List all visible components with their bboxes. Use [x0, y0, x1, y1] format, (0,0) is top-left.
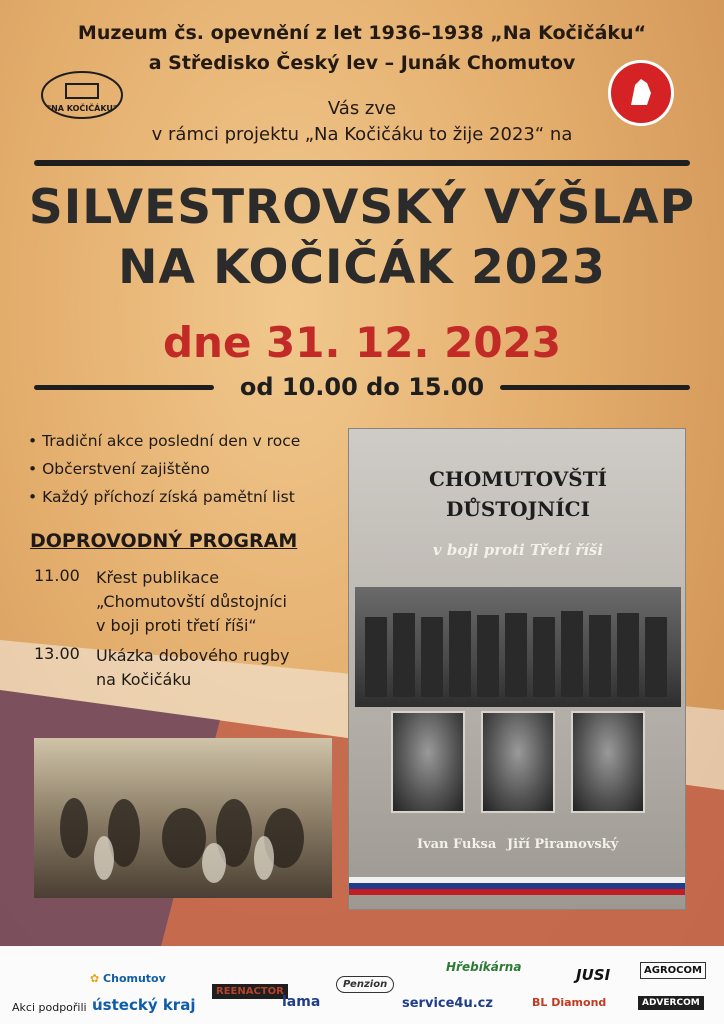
sponsor-lama: lama	[282, 994, 321, 1010]
book-cover	[348, 428, 686, 910]
invitation-line-1: Vás zve	[327, 98, 397, 119]
book-subtitle: v boji proti Třetí říši	[432, 541, 604, 559]
bullet-text: Každý příchozí získá pamětní list	[42, 488, 295, 506]
program-line: Křest publikace	[96, 568, 220, 587]
bullet-text: Tradiční akce poslední den v roce	[42, 432, 301, 450]
portrait-photo-3	[571, 711, 645, 813]
sponsor-penzion: Penzion	[336, 976, 394, 993]
time-divider-right	[500, 385, 690, 390]
museum-logo-text: "NA KOČIČÁKU"	[46, 104, 118, 113]
sponsors-footer	[0, 946, 724, 1024]
program-line: „Chomutovští důstojníci	[96, 592, 287, 611]
event-date: dne 31. 12. 2023	[162, 318, 561, 367]
invitation-line-2: v rámci projektu „Na Kočičáku to žije 2023“ na	[151, 124, 573, 145]
organizer-line-2: a Středisko Český lev – Junák Chomutov	[148, 52, 576, 74]
book-author-2: Jiří Piramovský	[507, 837, 619, 852]
portrait-photo-2	[481, 711, 555, 813]
book-title-line-1: CHOMUTOVŠTÍ	[429, 467, 607, 491]
top-divider	[34, 160, 690, 166]
sponsor-ustecky-kraj: ústecký kraj	[92, 996, 196, 1014]
sponsor-advercom: ADVERCOM	[638, 996, 704, 1010]
program-line: na Kočičáku	[96, 670, 192, 689]
program-line: v boji proti třetí říši“	[96, 616, 257, 635]
program-time: 11.00	[34, 566, 80, 585]
sponsor-chomutov	[90, 972, 166, 985]
rugby-players-image	[34, 738, 332, 898]
book-author-1: Ivan Fuksa	[417, 837, 497, 852]
event-time: od 10.00 do 15.00	[239, 373, 485, 401]
sponsor-reenactor: REENACTOR	[212, 984, 288, 999]
program-line: Ukázka dobového rugby	[96, 646, 290, 665]
bullet-item: • Každý příchozí získá pamětní list	[28, 488, 295, 506]
bullet-text: Občerstvení zajištěno	[42, 460, 210, 478]
sponsor-bl-diamond: BL Diamond	[532, 996, 607, 1009]
event-title-line-2: NA KOČIČÁK 2023	[118, 240, 606, 295]
supporters-label: Akci podpořili	[12, 1001, 87, 1014]
rugby-photo	[34, 738, 332, 898]
program-item-text	[96, 566, 287, 638]
book-title-line-2: DŮSTOJNÍCI	[446, 497, 590, 521]
program-item-text	[96, 644, 290, 692]
sponsor-hrebikarna: Hřebíkárna	[446, 960, 522, 974]
sponsor-name: Chomutov	[103, 972, 166, 985]
flag-stripe-red	[349, 889, 685, 895]
portrait-photo-1	[391, 711, 465, 813]
sponsor-service4u: service4u.cz	[402, 996, 493, 1011]
program-heading: DOPROVODNÝ PROGRAM	[30, 530, 298, 552]
bullet-item: • Tradiční akce poslední den v roce	[28, 432, 301, 450]
bullet-item: • Občerstvení zajištěno	[28, 460, 210, 478]
officers-group-photo	[355, 587, 681, 707]
event-title-line-1: SILVESTROVSKÝ VÝŠLAP	[28, 180, 696, 235]
program-time: 13.00	[34, 644, 80, 663]
sponsor-jusi: JUSI	[576, 966, 611, 984]
sponsor-agrocom: AGROCOM	[640, 962, 706, 979]
chomutov-icon: ✿	[90, 972, 104, 985]
organizer-line-1: Muzeum čs. opevnění z let 1936–1938 „Na Kočičáku“	[77, 22, 647, 44]
